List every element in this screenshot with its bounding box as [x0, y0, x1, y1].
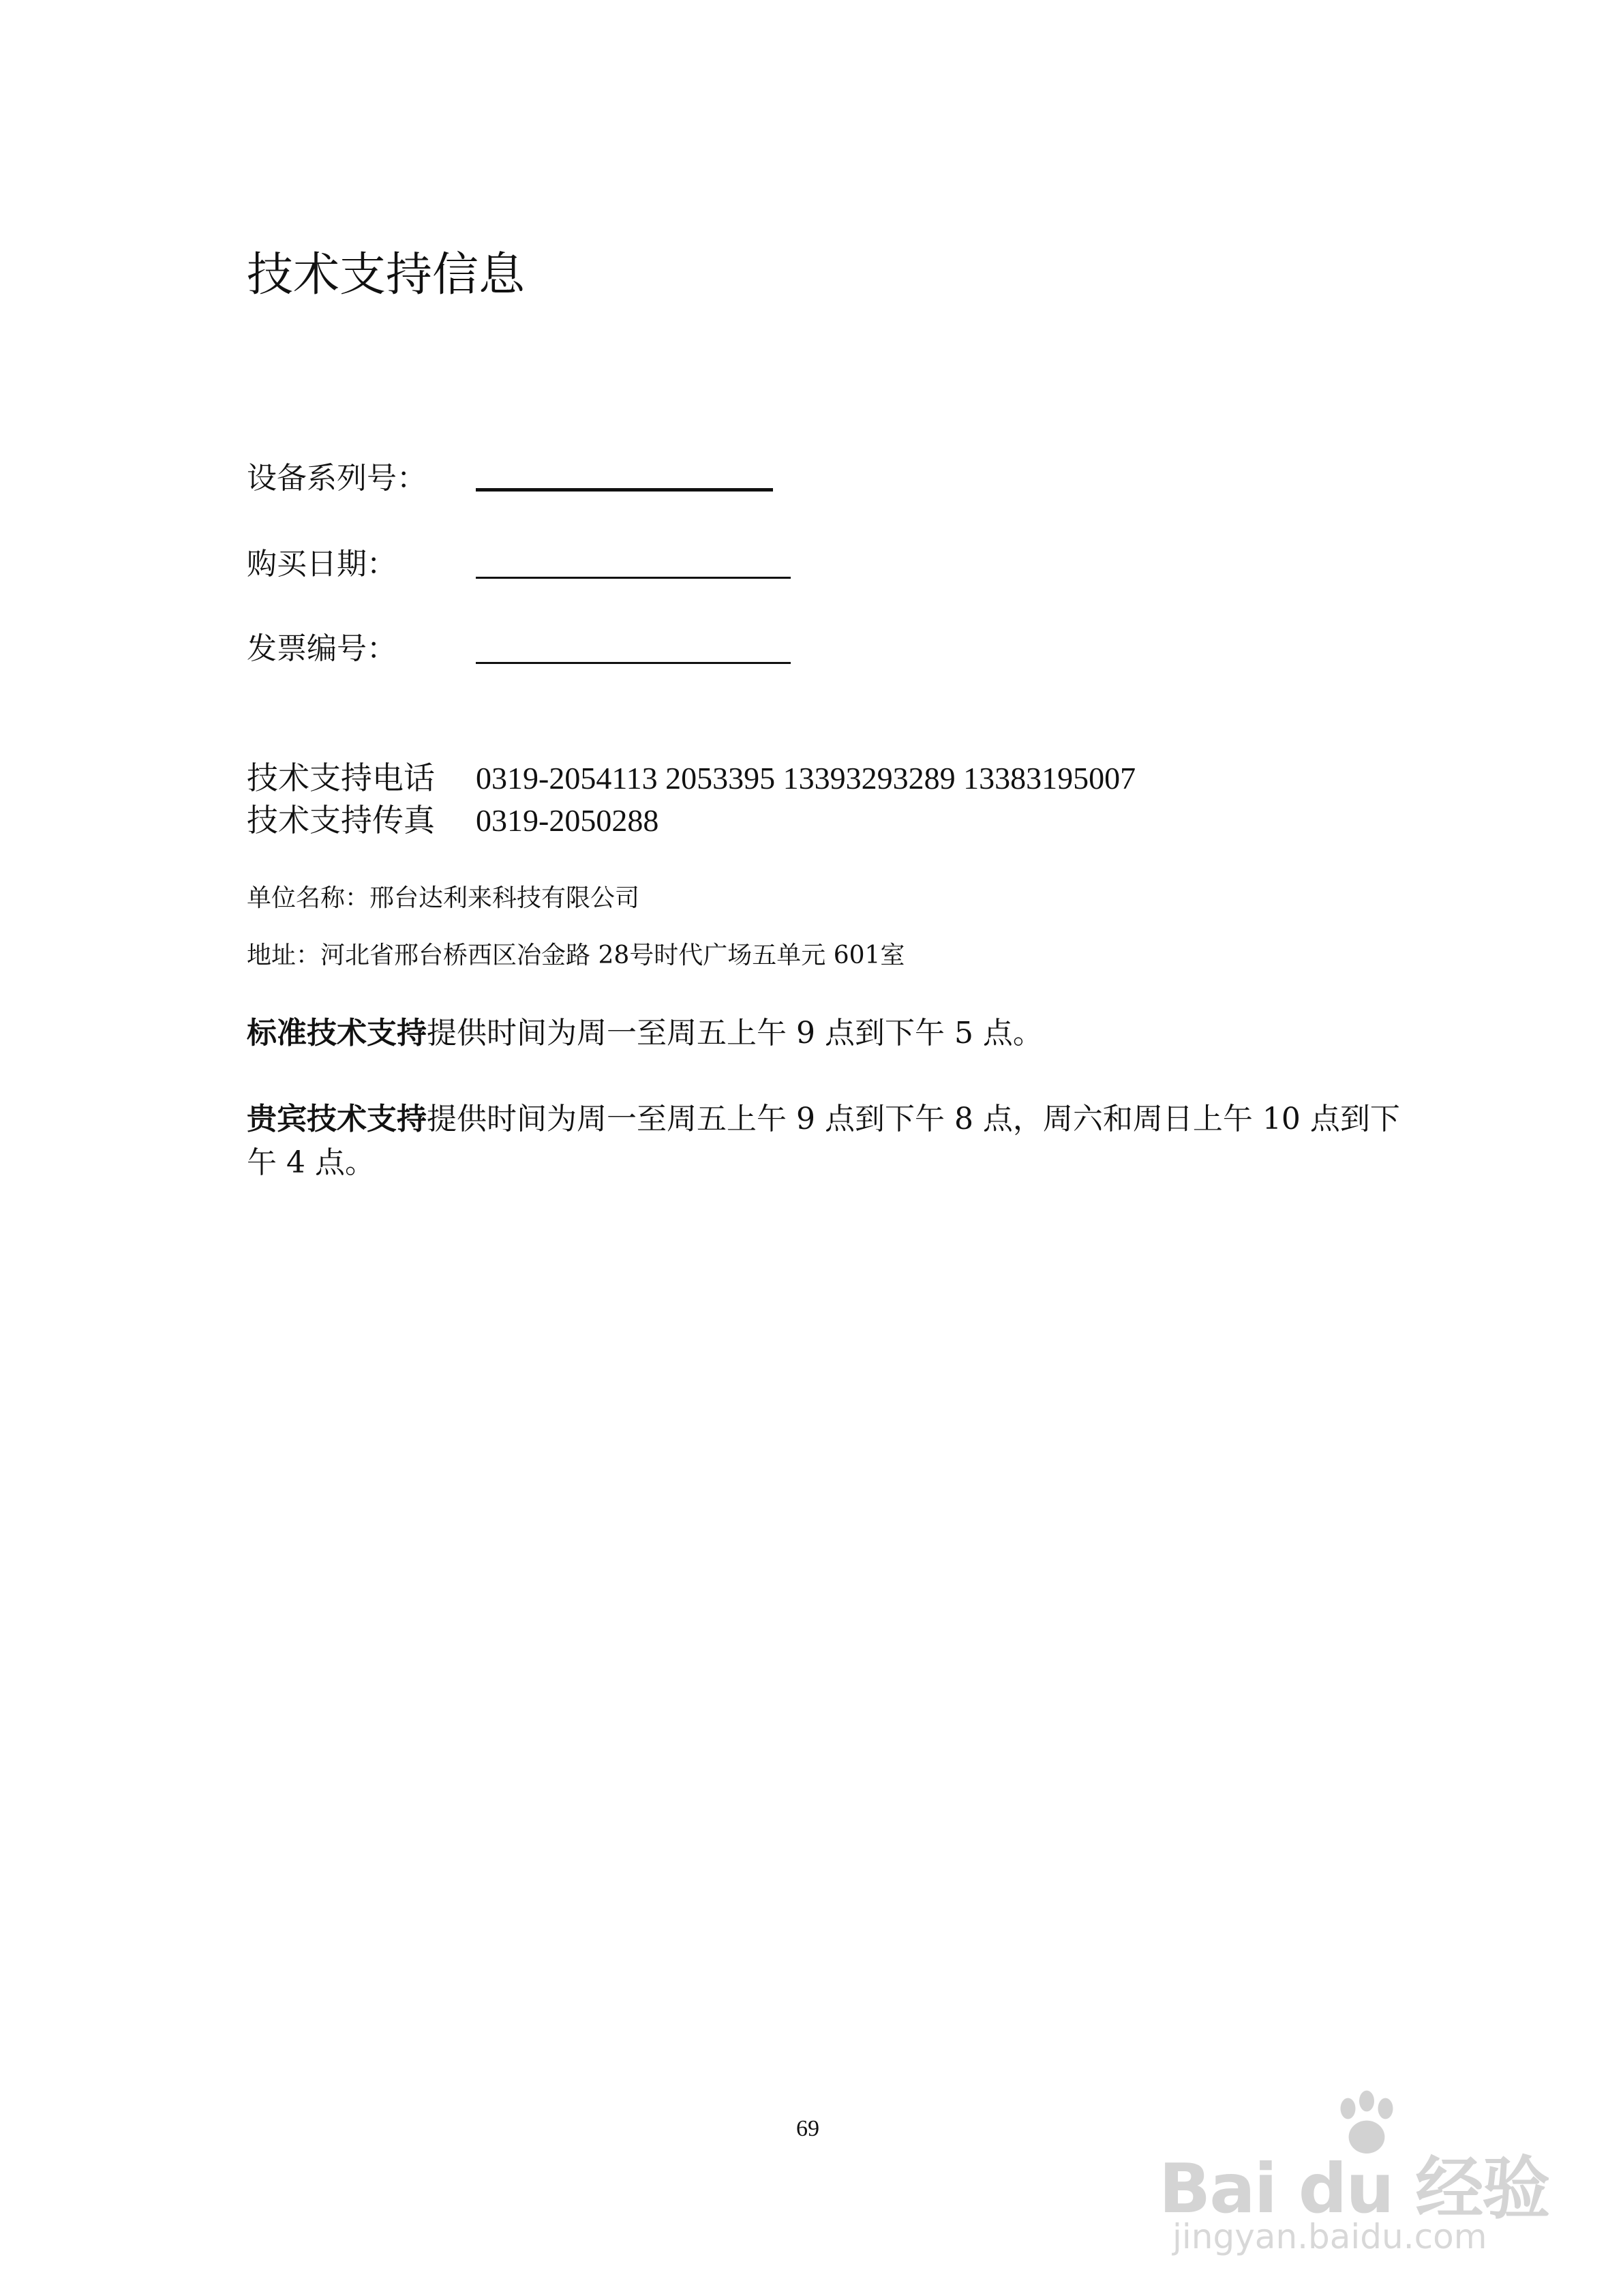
vip-support-text: 提供时间为周一至周五上午 9 点到下午 8 点，周六和周日上午 10 点到下午 4 点。 — [247, 1102, 1400, 1180]
support-phone-row — [247, 759, 1136, 796]
page-title: 技术支持信息 — [247, 248, 526, 302]
serial-number-blank-line — [476, 488, 773, 492]
baidu-jingyan-watermark — [1159, 2134, 1549, 2270]
purchase-date-blank-line — [476, 577, 791, 579]
support-fax-label: 技术支持传真 — [247, 802, 435, 839]
watermark-url: jingyan.baidu.com — [1172, 2217, 1487, 2256]
serial-number-label: 设备系列号： — [247, 461, 427, 496]
support-phone-label: 技术支持电话 — [247, 759, 435, 796]
page-number: 69 — [796, 2116, 819, 2141]
support-phone-value: 0319-2054113 2053395 13393293289 13383195007 — [476, 761, 1136, 796]
support-fax-value: 0319-2050288 — [476, 803, 659, 838]
vip-support-heading: 贵宾技术支持 — [247, 1102, 427, 1136]
invoice-number-label: 发票编号： — [247, 631, 397, 666]
company-address-line: 地址：河北省邢台桥西区冶金路 28号时代广场五单元 601室 — [247, 941, 905, 969]
standard-support-paragraph — [247, 1012, 1406, 1055]
standard-support-text: 提供时间为周一至周五上午 9 点到下午 5 点。 — [427, 1016, 1043, 1051]
company-name-line: 单位名称：邢台达利来科技有限公司 — [247, 884, 640, 912]
standard-support-heading: 标准技术支持 — [247, 1016, 427, 1051]
invoice-number-blank-line — [476, 662, 791, 664]
purchase-date-label: 购买日期： — [247, 547, 397, 581]
watermark-brand: Bai du 经验 — [1159, 2149, 1549, 2229]
support-fax-row — [247, 802, 659, 839]
vip-support-paragraph — [247, 1098, 1406, 1185]
